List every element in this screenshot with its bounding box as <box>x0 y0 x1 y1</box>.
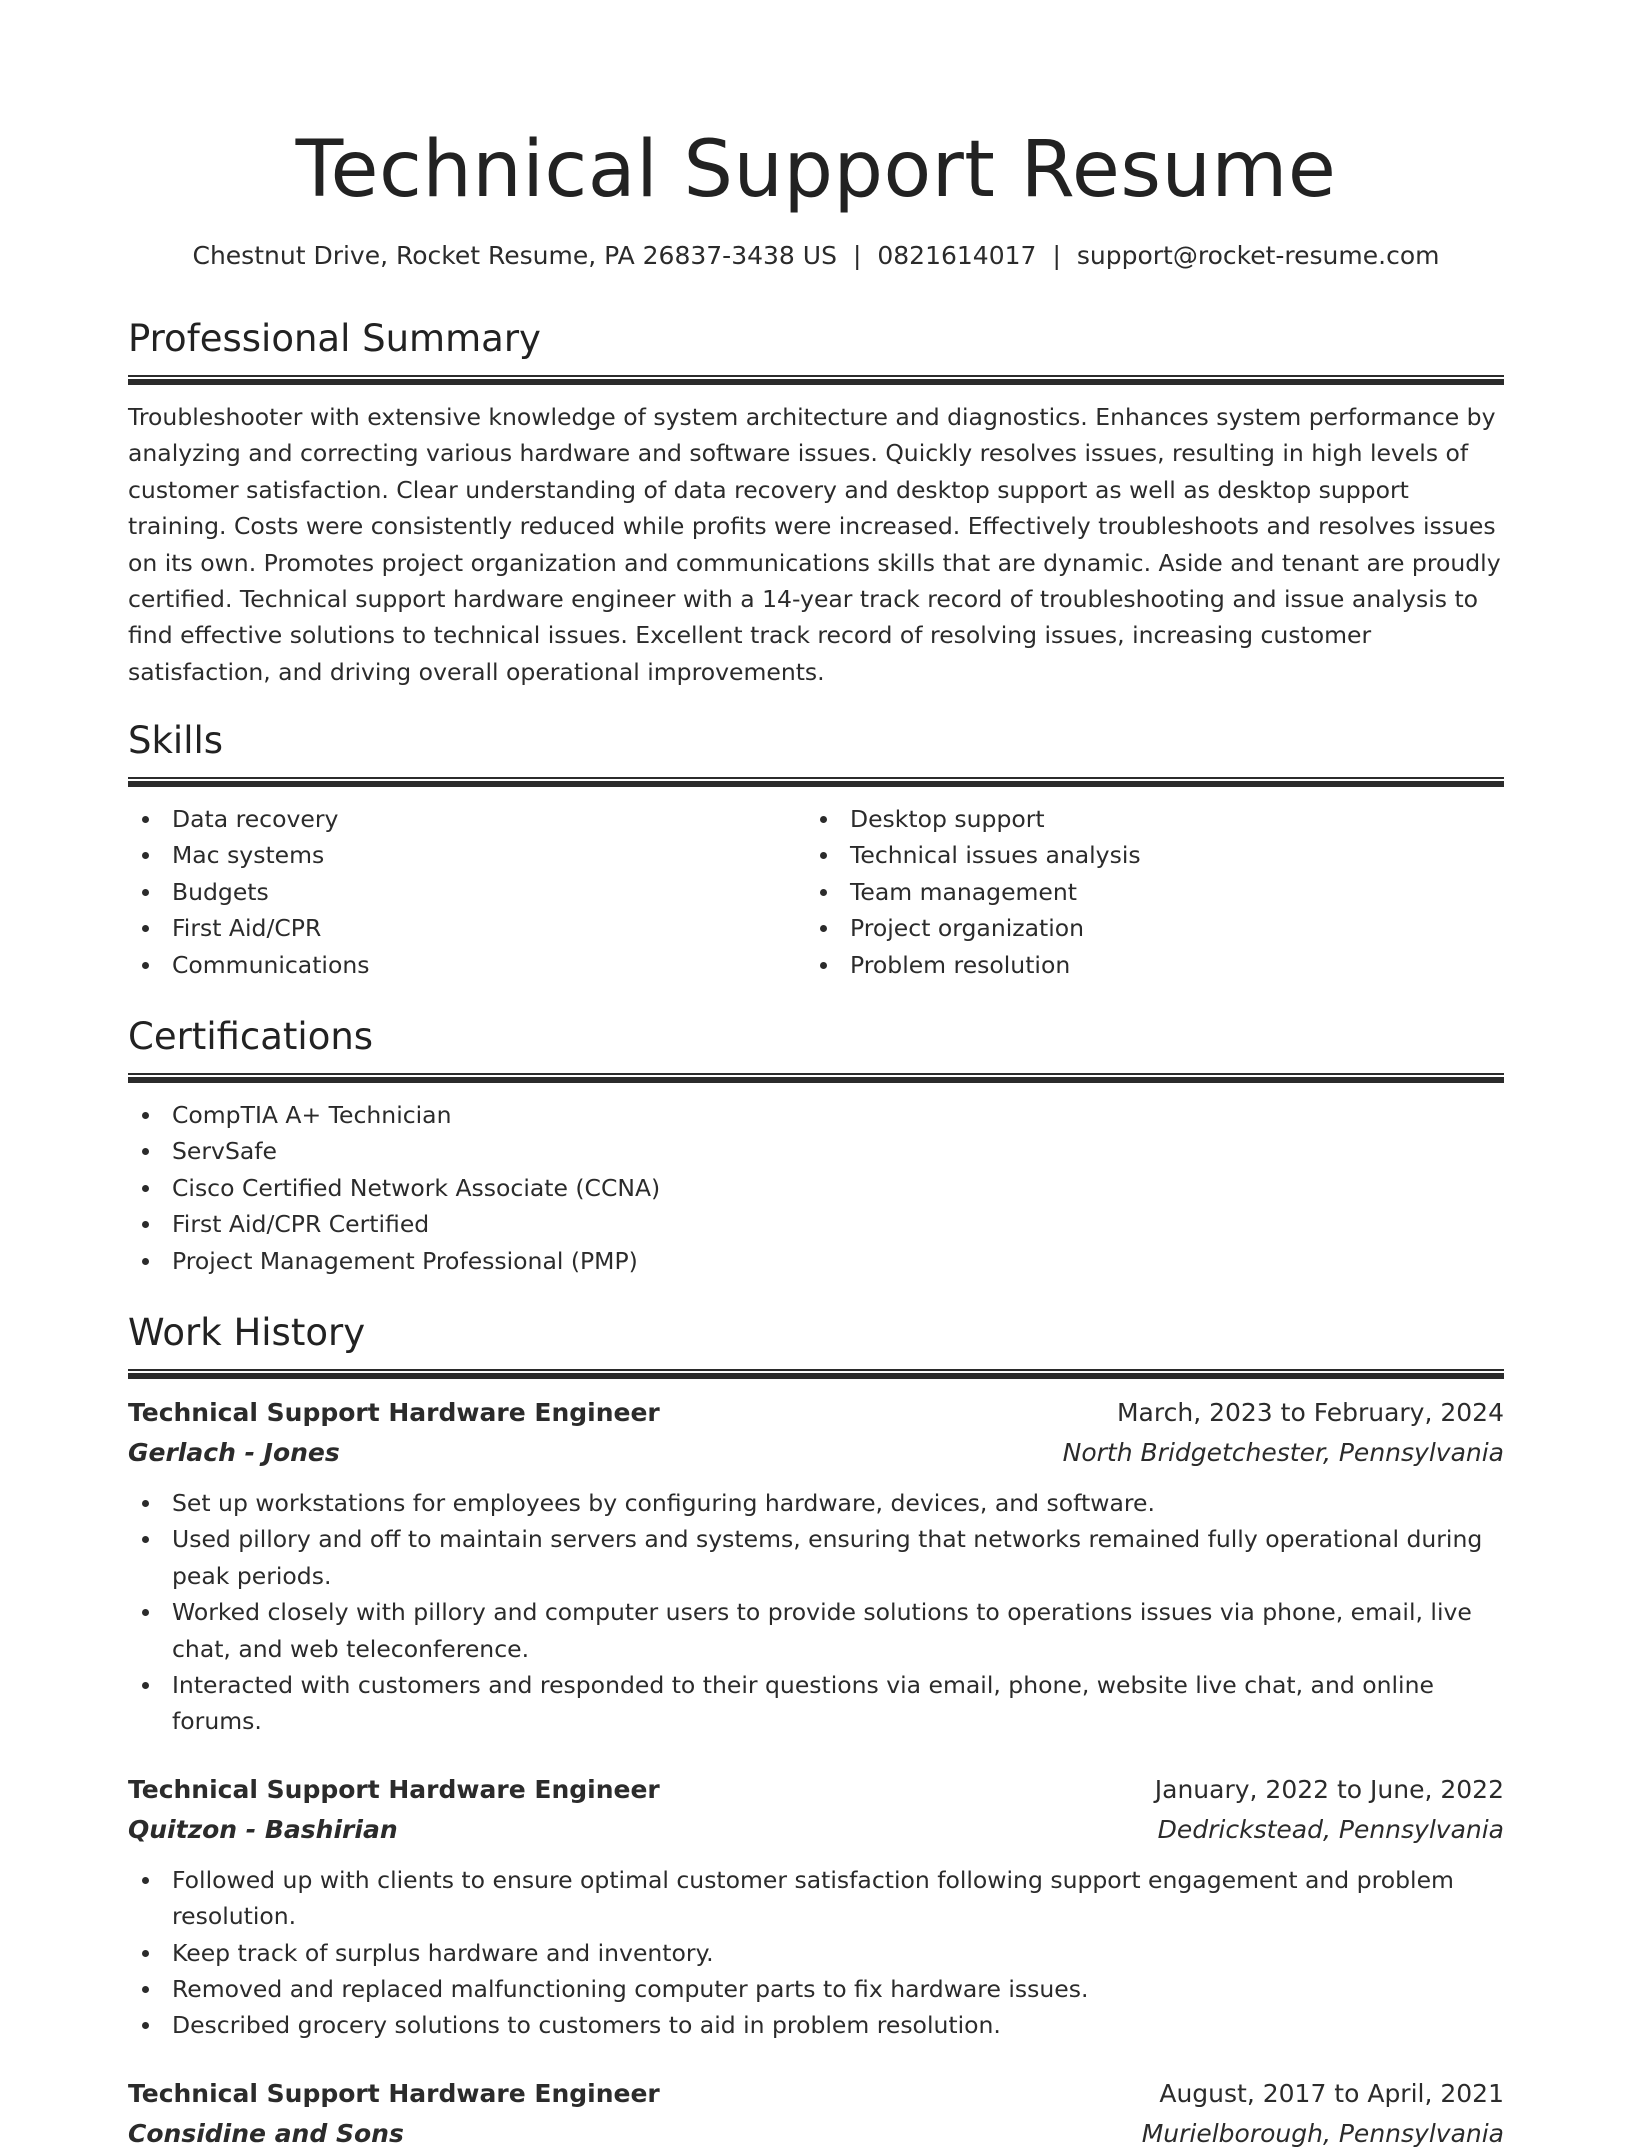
resume-title: Technical Support Resume <box>295 125 1337 215</box>
contact-line <box>128 238 1504 274</box>
skill-item: Mac systems <box>128 837 806 873</box>
contact-email[interactable]: support@rocket-resume.com <box>1076 241 1440 270</box>
job-header <box>128 1770 1504 1810</box>
job-location: North Bridgetchester, Pennsylvania <box>1062 1438 1504 1467</box>
skills-list-right <box>806 801 1484 983</box>
certifications-section <box>128 1013 1504 1279</box>
job-subheader <box>128 1433 1504 1473</box>
certifications-list <box>128 1097 1504 1279</box>
job-location: Dedrickstead, Pennsylvania <box>1157 1814 1504 1844</box>
job-duty-item: Removed and replaced malfunctioning computer parts to fix hardware issues. <box>128 1971 1504 2007</box>
job-duty-item: Interacted with customers and responded to their questions via email, phone, website live chat, and online forums. <box>128 1667 1504 1740</box>
section-title-skills: Skills <box>128 719 224 762</box>
section-divider <box>128 777 1504 787</box>
skill-item: First Aid/CPR <box>128 910 806 946</box>
work-history-section <box>128 1309 1504 2154</box>
job-duties <box>128 1862 1504 2044</box>
skills-list-left <box>128 801 806 983</box>
job-entry <box>128 1393 1504 1740</box>
job-location: Murielborough, Pennsylvania <box>1141 2118 1504 2148</box>
skill-item: Problem resolution <box>806 947 1484 983</box>
job-company: Quitzon - Bashirian <box>128 1814 398 1844</box>
job-dates: March, 2023 to February, 2024 <box>1116 1398 1504 1427</box>
job-title: Technical Support Hardware Engineer <box>128 1398 660 1427</box>
certification-item: First Aid/CPR Certified <box>128 1206 1504 1242</box>
job-subheader <box>128 2114 1504 2154</box>
job-duties <box>128 1485 1504 1740</box>
job-title: Technical Support Hardware Engineer <box>128 1774 660 1804</box>
section-title-work-history: Work History <box>128 1311 366 1354</box>
job-duty-item: Set up workstations for employees by configuring hardware, devices, and software. <box>128 1485 1504 1521</box>
skills-columns <box>128 801 1504 983</box>
section-title-certifications: Certifications <box>128 1015 374 1058</box>
job-subheader <box>128 1810 1504 1850</box>
section-divider <box>128 1073 1504 1083</box>
job-header <box>128 2074 1504 2114</box>
certification-item: CompTIA A+ Technician <box>128 1097 1504 1133</box>
job-dates: January, 2022 to June, 2022 <box>1154 1774 1504 1804</box>
job-duty-item: Described grocery solutions to customers to aid in problem resolution. <box>128 2007 1504 2043</box>
skill-item: Data recovery <box>128 801 806 837</box>
skills-section <box>128 717 1504 983</box>
job-header <box>128 1393 1504 1433</box>
skill-item: Team management <box>806 874 1484 910</box>
skill-item: Budgets <box>128 874 806 910</box>
certification-item: Cisco Certified Network Associate (CCNA) <box>128 1170 1504 1206</box>
section-title-summary: Professional Summary <box>128 317 541 360</box>
section-divider <box>128 1369 1504 1379</box>
skill-item: Desktop support <box>806 801 1484 837</box>
certification-item: ServSafe <box>128 1133 1504 1169</box>
section-divider <box>128 375 1504 385</box>
job-entry <box>128 2074 1504 2154</box>
contact-address: Chestnut Drive, Rocket Resume, PA 26837-3438 US <box>192 241 837 270</box>
job-company: Gerlach - Jones <box>128 1438 340 1467</box>
skill-item: Communications <box>128 947 806 983</box>
job-title: Technical Support Hardware Engineer <box>128 2078 660 2108</box>
skill-item: Technical issues analysis <box>806 837 1484 873</box>
summary-section <box>128 315 1504 690</box>
contact-separator: | <box>852 241 862 270</box>
contact-phone: 0821614017 <box>877 241 1037 270</box>
job-company: Considine and Sons <box>128 2118 404 2148</box>
job-dates: August, 2017 to April, 2021 <box>1159 2078 1504 2108</box>
job-duty-item: Keep track of surplus hardware and inventory. <box>128 1935 1504 1971</box>
skill-item: Project organization <box>806 910 1484 946</box>
job-duty-item: Worked closely with pillory and computer users to provide solutions to operations issues via phone, email, live chat, and web teleconference. <box>128 1594 1504 1667</box>
certification-item: Project Management Professional (PMP) <box>128 1243 1504 1279</box>
job-entry <box>128 1770 1504 2044</box>
job-duty-item: Used pillory and off to maintain servers and systems, ensuring that networks remained fully operational during peak periods. <box>128 1521 1504 1594</box>
job-duty-item: Followed up with clients to ensure optimal customer satisfaction following support engagement and problem resolution. <box>128 1862 1504 1935</box>
contact-separator: | <box>1052 241 1061 270</box>
summary-text: Troubleshooter with extensive knowledge of system architecture and diagnostics. Enhances system performance by analyzing and correcting various hardware and software issues. Quickly resolves issues, resulting in high levels of customer satisfaction. Clear understanding of data recovery and desktop support as well as desktop support training. Costs were consistently reduced while profits were increased. Effectively troubleshoots and resolves issues on its own. Promotes project organization and communications skills that are dynamic. Aside and tenant are proudly certified. Technical support hardware engineer with a 14-year track record of troubleshooting and issue analysis to find effective solutions to technical issues. Excellent track record of resolving issues, increasing customer satisfaction, and driving overall operational improvements. <box>128 403 1501 686</box>
